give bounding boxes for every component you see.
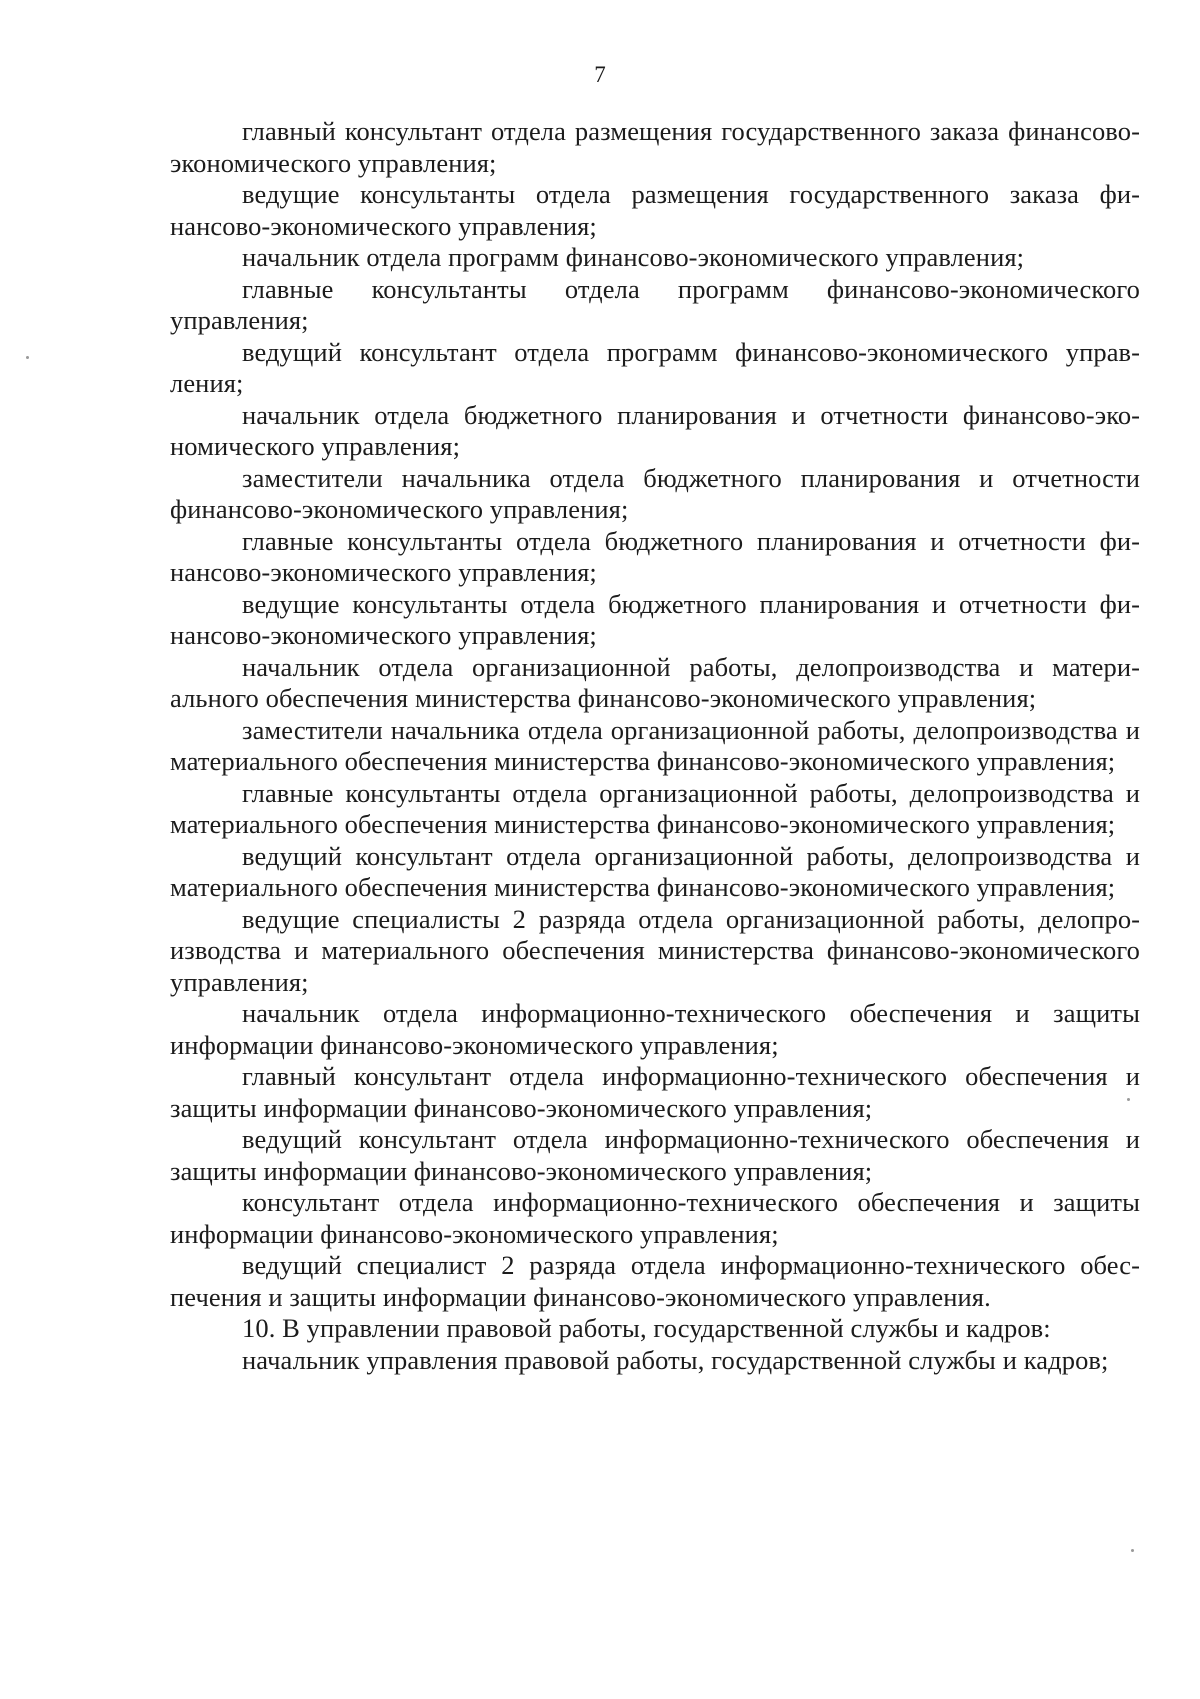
list-item: начальник отдела информационно-технического обеспечения и защиты информации финансово-экономического управления; (170, 998, 1140, 1060)
list-item: начальник управления правовой работы, государственной службы и кадров; (242, 1344, 1109, 1375)
list-item: главные консультанты отдела организационной работы, делопроизводства и материального обеспечения министерства финансово-экономического управления; (170, 777, 1140, 839)
list-item: главные консультанты отдела программ финансово-экономического управления; (170, 273, 1140, 335)
scan-mark (1127, 1098, 1130, 1101)
scan-mark (1131, 1549, 1134, 1552)
list-item: ведущий специалист 2 разряда отдела информационно-технического обеспечения и защиты информации финансово-экономического управления. (170, 1250, 1140, 1312)
list-item: ведущие консультанты отдела бюджетного планирования и отчетности финансово-экономического управления; (170, 588, 1140, 650)
list-item: начальник отдела организационной работы, делопроизводства и материального обеспечения министерства финансово-экономического управления; (170, 651, 1140, 713)
list-item: начальник отдела бюджетного планирования и отчетности финансово-экономического управления; (170, 399, 1140, 461)
page-number: 7 (594, 62, 606, 87)
document-body (170, 116, 1140, 1376)
list-item: начальник отдела программ финансово-экономического управления; (242, 242, 1025, 272)
list-item: главные консультанты отдела бюджетного планирования и отчетности финансово-экономического управления; (170, 525, 1140, 587)
list-item: ведущий консультант отдела программ финансово-экономического управления; (170, 336, 1140, 398)
list-item: заместители начальника отдела организационной работы, делопроизводства и материального обеспечения министерства финансово-экономического управления; (170, 714, 1140, 776)
list-item: ведущие специалисты 2 разряда отдела организационной работы, делопроизводства и материального обеспечения министерства финансово-экономического управления; (170, 903, 1140, 997)
list-item: ведущий консультант отдела информационно-технического обеспечения и защиты информации финансово-экономического управления; (170, 1124, 1140, 1186)
list-item: главный консультант отдела информационно-технического обеспечения и защиты информации финансово-экономического управления; (170, 1061, 1140, 1123)
list-item: консультант отдела информационно-технического обеспечения и защиты информации финансово-экономического управления; (170, 1187, 1140, 1249)
list-item: ведущий консультант отдела организационной работы, делопроизводства и материального обеспечения министерства финансово-экономического управления; (170, 840, 1140, 902)
list-item: заместители начальника отдела бюджетного планирования и отчетности финансово-экономического управления; (170, 462, 1140, 524)
scan-mark (26, 356, 29, 359)
list-item: ведущие консультанты отдела размещения государственного заказа финансово-экономического управления; (170, 179, 1140, 241)
section-heading: 10. В управлении правовой работы, государственной службы и кадров: (242, 1313, 1051, 1343)
list-item: главный консультант отдела размещения государственного заказа финансово-экономического управления; (170, 116, 1140, 178)
